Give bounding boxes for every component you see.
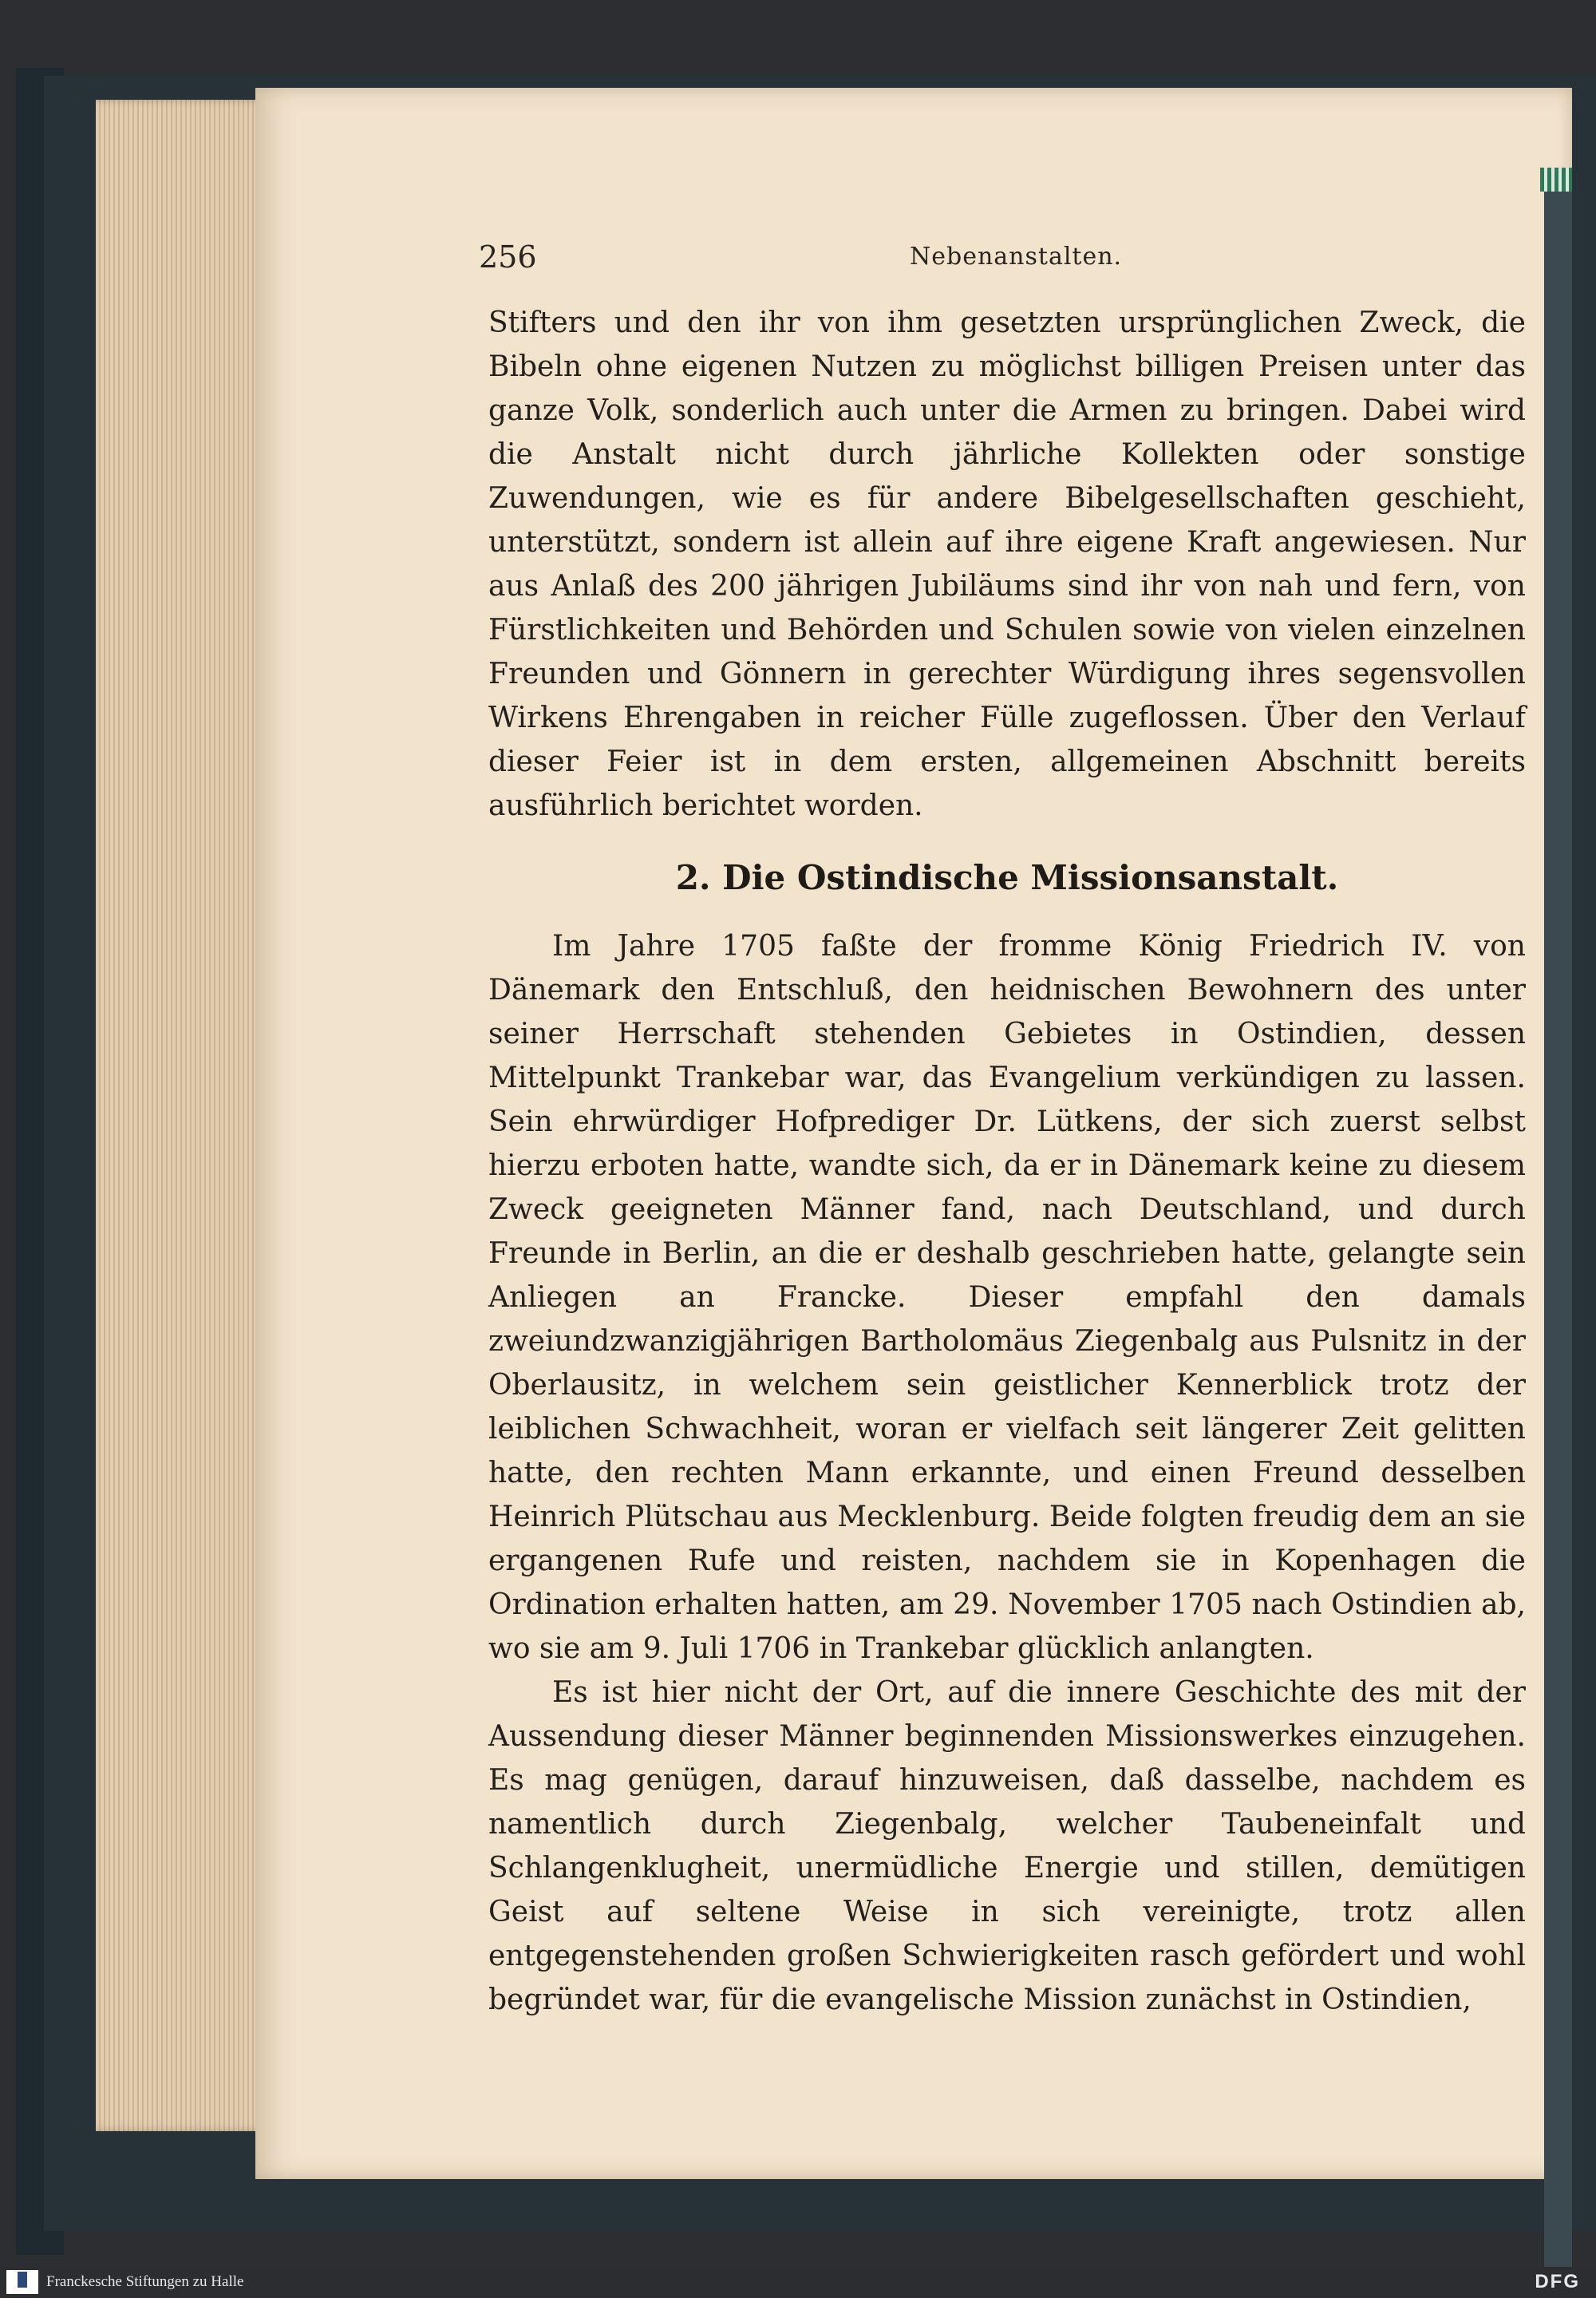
logo-mark [18, 2272, 27, 2288]
running-title: Nebenanstalten. [910, 243, 1123, 271]
cover-right-edge [1544, 192, 1572, 2267]
francke-foundation-logo-icon [6, 2270, 38, 2294]
body-text-section [488, 924, 1526, 2022]
paragraph: Stifters und den ihr von ihm gesetzten ursprünglichen Zweck, die Bibeln ohne eigenen Nutzen zu möglichst billigen Preisen unter das ganze Volk, sonderlich auch unter die Armen zu bringen. Dabei wird die Anstalt nicht durch jährliche Kollekten oder sonstige Zuwendungen, wie es für andere Bibelgesellschaften geschieht, unterstützt, sondern ist allein auf ihre eigene Kraft angewiesen. Nur aus Anlaß des 200 jährigen Jubiläums sind ihr von nah und fern, von Fürstlichkeiten und Behörden und Schulen sowie von vielen einzelnen Freunden und Gönnern in gerechter Würdigung ihres segensvollen Wirkens Ehrengaben in reicher Fülle zugeflossen. Über den Verlauf dieser Feier ist in dem ersten, allgemeinen Abschnitt bereits ausführlich berichtet worden. [488, 307, 1526, 822]
paragraph: Im Jahre 1705 faßte der fromme König Friedrich IV. von Dänemark den Entschluß, den heidnischen Bewohnern des unter seiner Herrschaft stehenden Gebietes in Ostindien, dessen Mittelpunkt Trankebar war, das Evangelium verkündigen zu lassen. Sein ehrwürdiger Hofprediger Dr. Lütkens, der sich zuerst selbst hierzu erboten hatte, wandte sich, da er in Dänemark keine zu diesem Zweck geeigneten Männer fand, nach Deutschland, und durch Freunde in Berlin, an die er deshalb geschrieben hatte, gelangte sein Anliegen an Francke. Dieser empfahl den damals zweiundzwanzigjährigen Bartholomäus Ziegenbalg aus Pulsnitz in der Oberlausitz, in welchem sein geistlicher Kennerblick trotz der leiblichen Schwachheit, woran er vielfach seit längerer Zeit gelitten hatte, den rechten Mann erkannte, und einen Freund desselben Heinrich Plütschau aus Mecklenburg. Beide folgten freudig dem an sie ergangenen Rufe und reisten, nachdem sie in Kopenhagen die Ordination erhalten hatten, am 29. November 1705 nach Ostindien ab, wo sie am 9. Juli 1706 in Trankebar glücklich anlangten. [488, 930, 1526, 1665]
page-stack-edge [96, 100, 271, 2131]
page-header [479, 239, 1524, 279]
body-text-top [488, 301, 1526, 828]
viewer-footer [0, 2267, 1596, 2298]
institution-label: Franckesche Stiftungen zu Halle [46, 2273, 244, 2290]
section-heading: 2. Die Ostindische Missionsanstalt. [675, 858, 1339, 897]
dfg-logo: DFG [1535, 2271, 1580, 2292]
page-number: 256 [479, 239, 537, 275]
paragraph: Es ist hier nicht der Ort, auf die innere Geschichte des mit der Aussendung dieser Männer beginnenden Missionswerkes einzugehen. Es mag genügen, darauf hinzuweisen, daß dasselbe, nachdem es namentlich durch Ziegenbalg, welcher Taubeneinfalt und Schlangenklugheit, unermüdliche Energie und stillen, demütigen Geist auf seltene Weise in sich vereinigte, trotz allen entgegenstehenden großen Schwierigkeiten rasch gefördert und wohl begründet war, für die evangelische Mission zunächst in Ostindien, [488, 1676, 1526, 2016]
ribbon-marker [1540, 168, 1572, 192]
